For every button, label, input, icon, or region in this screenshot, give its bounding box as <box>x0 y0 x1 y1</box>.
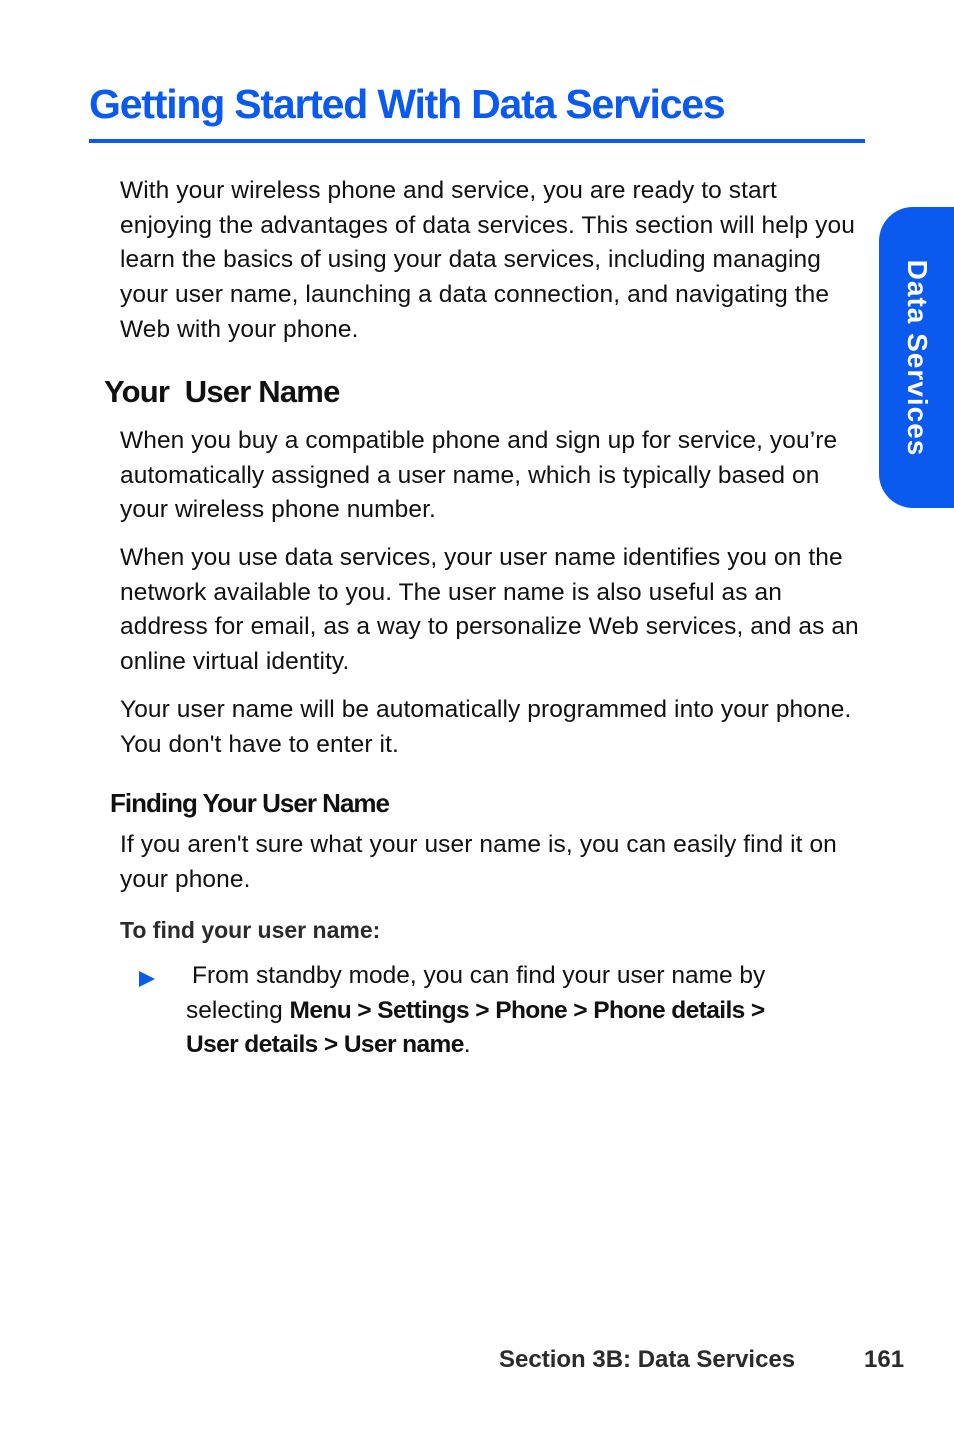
user-name-paragraph-2: When you use data services, your user name identifies you on the network available to you. The user name is also useful as an address for email, as a way to personalize Web services, and as an online virtual identity. <box>120 544 859 676</box>
footer-page-number: 161 <box>864 1346 905 1373</box>
menu-path-phone: Phone <box>495 996 568 1024</box>
finding-paragraph: If you aren't sure what your user name is, you can easily find it on your phone. <box>120 831 837 893</box>
subsection-heading-finding-user-name: Finding Your User Name <box>110 788 389 818</box>
section-heading-your-user-name: Your User Name <box>104 374 340 409</box>
page-title: Getting Started With Data Services <box>89 81 725 127</box>
menu-path-user-details: User details <box>186 1031 318 1059</box>
intro-paragraph: With your wireless phone and service, you are ready to start enjoying the advantages of data services. This section will help you learn the basics of using your data services, including managing your user name, launching a data connection, and navigating the Web with your phone. <box>120 177 855 343</box>
menu-path-settings: Settings <box>377 996 470 1024</box>
procedure-step <box>186 959 866 1063</box>
procedure-label: To find your user name: <box>120 917 381 943</box>
menu-path-phone-details: Phone details <box>593 996 745 1024</box>
step-lead-text: From standby mode, you can find your user name by selecting <box>186 962 766 1024</box>
path-separator: > <box>351 996 378 1024</box>
user-name-paragraph-3: Your user name will be automatically programmed into your phone. You don't have to enter it. <box>120 696 852 758</box>
menu-path-user-name: User name <box>343 1031 464 1059</box>
footer-section-label: Section 3B: Data Services <box>499 1346 796 1373</box>
user-name-paragraph-1: When you buy a compatible phone and sign up for service, you’re automatically assigned a user name, which is typically based on your wireless phone number. <box>120 427 838 524</box>
side-tab-label: Data Services <box>901 259 933 456</box>
title-underline <box>89 139 865 143</box>
section-side-tab <box>879 207 954 508</box>
triangle-bullet-icon <box>139 971 155 987</box>
path-separator: > <box>317 1031 344 1059</box>
path-separator: > <box>469 996 496 1024</box>
path-separator: > <box>567 996 594 1024</box>
path-separator: > <box>744 996 765 1024</box>
menu-path-menu: Menu <box>289 996 352 1024</box>
step-trail-text: . <box>463 1031 471 1059</box>
